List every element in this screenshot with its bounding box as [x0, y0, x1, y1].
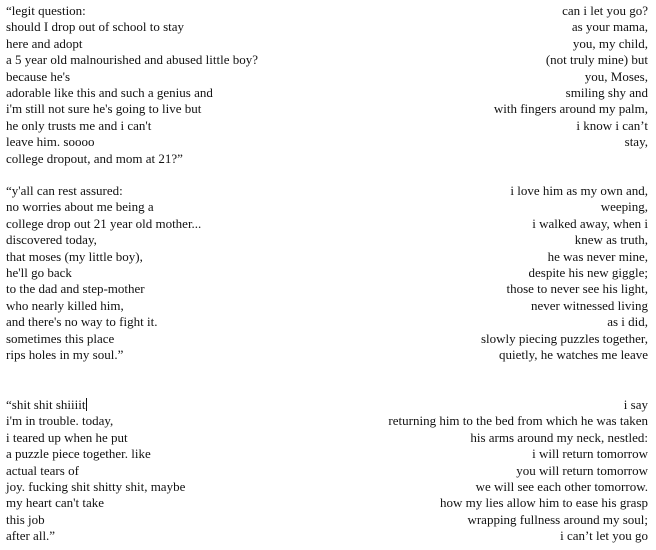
- text-line: knew as truth,: [574, 232, 648, 248]
- text-line: a 5 year old malnourished and abused little boy?: [6, 52, 258, 68]
- text-line: discovered today,: [6, 232, 97, 248]
- text-line: i say: [623, 397, 648, 412]
- text-line: joy. fucking shit shitty shit, maybe: [6, 478, 186, 494]
- text-line: you, my child,: [572, 35, 648, 51]
- text-line: “shit shit shiiiit: [6, 397, 86, 412]
- text-line: to the dad and step-mother: [6, 281, 145, 297]
- text-line: weeping,: [600, 199, 648, 215]
- text-line: quietly, he watches me leave: [499, 346, 648, 362]
- text-line: i will return tomorrow: [532, 446, 648, 462]
- stanza-1-left: [6, 3, 326, 167]
- text-line: actual tears of: [6, 462, 79, 478]
- text-line: never witnessed living: [531, 297, 648, 313]
- text-line: i walked away, when i: [532, 215, 648, 231]
- text-line: you, Moses,: [584, 68, 648, 84]
- text-line: i'm in trouble. today,: [6, 413, 114, 429]
- text-line: a puzzle piece together. like: [6, 446, 151, 462]
- text-line: here and adopt: [6, 35, 83, 51]
- text-line: “y'all can rest assured:: [6, 183, 123, 198]
- text-line: no worries about me being a: [6, 199, 154, 215]
- text-cursor: [85, 397, 87, 412]
- text-line: who nearly killed him,: [6, 297, 124, 313]
- text-line: slowly piecing puzzles together,: [481, 330, 648, 346]
- text-line: with fingers around my palm,: [493, 101, 648, 117]
- text-line: i know i can’t: [576, 117, 648, 133]
- text-line: leave him. soooo: [6, 134, 95, 150]
- text-line: i can’t let you go: [560, 528, 648, 544]
- text-line: this job: [6, 511, 45, 527]
- text-line: i love him as my own and,: [510, 183, 648, 198]
- text-line: you will return tomorrow: [516, 462, 648, 478]
- text-line: college drop out 21 year old mother...: [6, 215, 202, 231]
- text-line: wrapping fullness around my soul;: [467, 511, 648, 527]
- text-line: as i did,: [607, 314, 648, 330]
- text-line: rips holes in my soul.”: [6, 346, 124, 362]
- text-line: can i let you go?: [562, 3, 648, 18]
- text-line: i teared up when he put: [6, 429, 128, 445]
- text-line: because he's: [6, 68, 71, 84]
- stanza-1-right: [328, 3, 648, 151]
- text-line: that moses (my little boy),: [6, 248, 143, 264]
- text-line: he'll go back: [6, 264, 72, 280]
- text-line: as your mama,: [571, 19, 648, 35]
- text-line: college dropout, and mom at 21?”: [6, 150, 183, 166]
- text-line: he only trusts me and i can't: [6, 117, 152, 133]
- text-line: and there's no way to fight it.: [6, 314, 158, 330]
- text-line: sometimes this place: [6, 330, 115, 346]
- stanza-3-right: [228, 397, 648, 545]
- text-line: despite his new giggle;: [528, 264, 648, 280]
- text-line: we will see each other tomorrow.: [475, 478, 648, 494]
- text-line: stay,: [624, 134, 648, 150]
- text-line: adorable like this and such a genius and: [6, 84, 213, 100]
- text-line: “legit question:: [6, 3, 86, 18]
- text-line: he was never mine,: [547, 248, 648, 264]
- text-line: his arms around my neck, nestled:: [470, 429, 648, 445]
- text-line: i'm still not sure he's going to live but: [6, 101, 202, 117]
- text-line: how my lies allow him to ease his grasp: [440, 495, 648, 511]
- text-line: returning him to the bed from which he was taken: [388, 413, 648, 429]
- text-line: after all.”: [6, 528, 56, 544]
- text-line: (not truly mine) but: [545, 52, 648, 68]
- stanza-2-right: [328, 183, 648, 363]
- text-line: should I drop out of school to stay: [6, 19, 185, 35]
- stanza-2-left: [6, 183, 326, 363]
- text-line: smiling shy and: [565, 84, 648, 100]
- text-line: those to never see his light,: [506, 281, 648, 297]
- text-line: my heart can't take: [6, 495, 104, 511]
